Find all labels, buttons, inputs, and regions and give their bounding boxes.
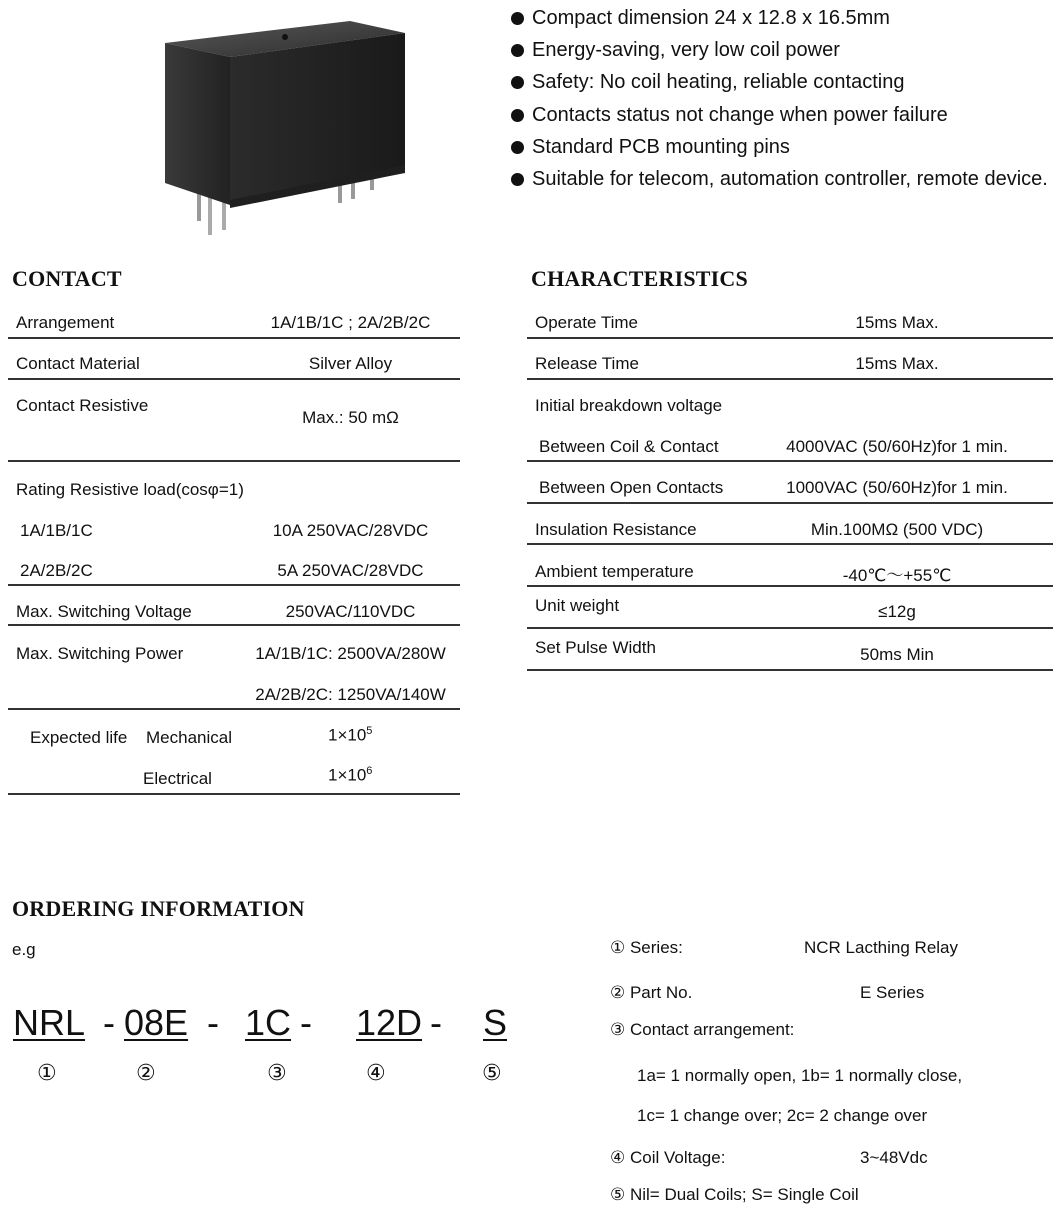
legend-coil-label: ④ Coil Voltage: xyxy=(610,1148,726,1167)
table-row: Max. Switching Power 1A/1B/1C: 2500VA/280W 2A/2B/2C: 1250VA/140W xyxy=(8,626,460,710)
code-dash: - xyxy=(207,1002,219,1043)
table-row: Release Time 15ms Max. xyxy=(527,339,1053,380)
table-row: Contact Resistive Max.: 50 mΩ xyxy=(8,380,460,462)
table-row: Rating Resistive load(cosφ=1) 1A/1B/1C 10A 250VAC/28VDC 2A/2B/2C 5A 250VAC/28VDC xyxy=(8,462,460,586)
feature-item: Standard PCB mounting pins xyxy=(510,135,1048,167)
code-index: ③ xyxy=(267,1060,287,1085)
bullet-icon xyxy=(511,173,524,186)
table-row: Operate Time 15ms Max. xyxy=(527,303,1053,339)
bullet-icon xyxy=(511,109,524,122)
code-index: ⑤ xyxy=(482,1060,502,1085)
characteristics-section-title: CHARACTERISTICS xyxy=(531,266,748,291)
bullet-icon xyxy=(511,76,524,89)
feature-item: Energy-saving, very low coil power xyxy=(510,38,1048,70)
characteristics-table xyxy=(527,303,1053,671)
feature-item: Suitable for telecom, automation controller, remote device. xyxy=(510,167,1048,199)
code-index: ① xyxy=(37,1060,57,1085)
example-label: e.g xyxy=(12,940,36,959)
code-dash: - xyxy=(103,1002,115,1043)
part-code-series: NRL xyxy=(13,1002,86,1043)
table-row: Between Open Contacts 1000VAC (50/60Hz)for 1 min. xyxy=(527,462,1053,504)
legend-contact-label: ③ Contact arrangement: xyxy=(610,1020,795,1039)
legend-part-label: ② Part No. xyxy=(610,983,693,1002)
contact-section-title: CONTACT xyxy=(12,266,122,291)
part-code-contact: 1C xyxy=(245,1002,292,1043)
table-row: Initial breakdown voltage Between Coil & Contact 4000VAC (50/60Hz)for 1 min. xyxy=(527,380,1053,462)
part-code-partno: 08E xyxy=(124,1002,189,1043)
ordering-section-title: ORDERING INFORMATION xyxy=(12,896,305,921)
relay-product-image xyxy=(160,5,410,245)
table-row: Arrangement 1A/1B/1C ; 2A/2B/2C xyxy=(8,303,460,339)
feature-item: Contacts status not change when power failure xyxy=(510,103,1048,135)
table-row: Unit weight ≤12g xyxy=(527,587,1053,629)
legend-contact-line: 1c= 1 change over; 2c= 2 change over xyxy=(637,1106,928,1125)
table-row: Contact Material Silver Alloy xyxy=(8,339,460,380)
legend-series-label: ① Series: xyxy=(610,938,683,957)
feature-item: Compact dimension 24 x 12.8 x 16.5mm xyxy=(510,6,1048,38)
legend-part-value: E Series xyxy=(860,983,925,1002)
table-row: Insulation Resistance Min.100MΩ (500 VDC) xyxy=(527,504,1053,545)
code-index: ④ xyxy=(366,1060,386,1085)
legend-series-value: NCR Lacthing Relay xyxy=(804,938,959,957)
legend-coil-value: 3~48Vdc xyxy=(860,1148,928,1167)
legend-contact-line: 1a= 1 normally open, 1b= 1 normally close, xyxy=(637,1066,963,1085)
code-index: ② xyxy=(136,1060,156,1085)
code-dash: - xyxy=(430,1002,442,1043)
table-row: Ambient temperature -40℃～+55℃ xyxy=(527,545,1053,587)
feature-item: Safety: No coil heating, reliable contacting xyxy=(510,70,1048,102)
bullet-icon xyxy=(511,141,524,154)
contact-table xyxy=(8,303,460,795)
table-row: Set Pulse Width 50ms Min xyxy=(527,629,1053,671)
legend-coils-line: ⑤ Nil= Dual Coils; S= Single Coil xyxy=(610,1185,859,1204)
bullet-icon xyxy=(511,44,524,57)
feature-list xyxy=(510,6,1048,199)
bullet-icon xyxy=(511,12,524,25)
code-dash: - xyxy=(300,1002,312,1043)
part-code-coil: 12D xyxy=(356,1002,423,1043)
part-code-coiltype: S xyxy=(483,1002,508,1043)
table-row: Max. Switching Voltage 250VAC/110VDC xyxy=(8,586,460,626)
table-row: Expected life Mechanical $1\times 10^5$ Electrical $1\times 10^6$ xyxy=(8,710,460,795)
